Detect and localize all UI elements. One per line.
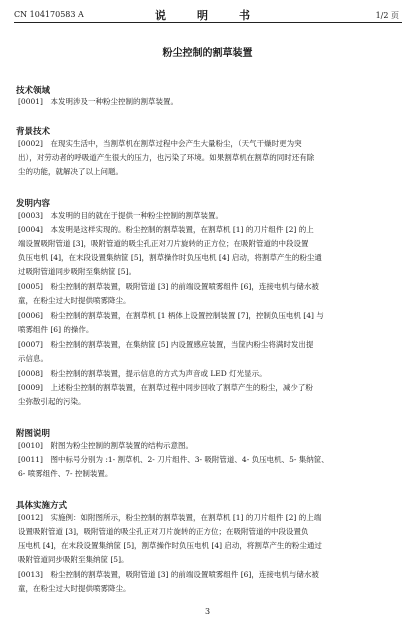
page-header <box>0 8 415 22</box>
document-type: 说 明 书 <box>155 9 260 22</box>
document-title: 粉尘控制的割草装置 <box>162 48 253 59</box>
paragraph-0009-line: [0009] 上述粉尘控制的割草装置，在割草过程中同步回收了割草产生的粉尘，减少了粉 <box>18 383 313 392</box>
section-heading-drawings: 附图说明 <box>16 429 51 439</box>
paragraph-0004-line: 负压电机 [4]，在末段设置集纳筐 [5]，割草操作时负压电机 [4] 启动，将割草产生的粉尘通 <box>18 253 322 262</box>
publication-number: CN 104170583 A <box>14 10 84 19</box>
page-indicator: 1/2 页 <box>375 11 399 20</box>
section-heading-tech-field: 技术领域 <box>16 86 51 96</box>
paragraph-0007-line: 示信息。 <box>18 354 48 363</box>
paragraph-0004-line: 过吸附管道同步吸附至集纳筐 [5]。 <box>18 267 137 276</box>
paragraph-0005-line: 童，在粉尘过大时提供喷雾降尘。 <box>18 296 131 305</box>
paragraph-0002-line: 出），对劳动者的呼吸道产生很大的压力，也污染了环境。如果割草机在割草的同时还有除 <box>18 153 315 162</box>
paragraph-0013-line: [0013] 粉尘控制的割草装置，吸附管道 [3] 的前端设置喷雾组件 [6]，连接电机与储水被 <box>18 570 319 579</box>
paragraph-0011-line: 6- 喷雾组件、7- 控制装置。 <box>18 469 113 478</box>
paragraph-0002-line: [0002] 在现实生活中，当割草机在割草过程中会产生大量粉尘，（天气干燥时更为突 <box>18 139 302 148</box>
header-rule <box>14 22 402 23</box>
paragraph-0004-line: [0004] 本发明是这样实现的。粉尘控制的割草装置，在割草机 [1] 的刀片组件 [2] 的上 <box>18 225 314 234</box>
paragraph-0012-line: 设置吸附管道 [3]，吸附管道的吸尘孔正对刀片旋转的正方位；在吸附管道的中段设置负 <box>18 527 309 536</box>
paragraph-0003: [0003] 本发明的目的就在于提供一种粉尘控制的割草装置。 <box>18 211 223 220</box>
paragraph-0006-line: [0006] 粉尘控制的割草装置，在割草机 [1 柄体上设置控制装置 [7]，控制负压电机 [4] 与 <box>18 311 324 320</box>
paragraph-0004-line: 端设置吸附管道 [3]，吸附管道的吸尘孔正对刀片旋转的正方位；在吸附管道的中段设置 <box>18 239 309 248</box>
paragraph-0007-line: [0007] 粉尘控制的割草装置，在集纳筐 [5] 内设置感应装置，当筐内粉尘将满时发出提 <box>18 340 314 349</box>
page-number: 3 <box>204 607 211 616</box>
paragraph-0013-line: 童，在粉尘过大时提供喷雾降尘。 <box>18 584 131 593</box>
paragraph-0006-line: 喷雾组件 [6] 的操作。 <box>18 325 94 334</box>
paragraph-0012-line: [0012] 实施例：如附图所示，粉尘控制的割草装置，在割草机 [1] 的刀片组件 [2] 的上端 <box>18 513 322 522</box>
paragraph-0012-line: 吸附管道同步吸附至集纳筐 [5]。 <box>18 555 129 564</box>
paragraph-0010: [0010] 附图为粉尘控制的割草装置的结构示意图。 <box>18 441 193 450</box>
section-heading-background: 背景技术 <box>16 127 51 137</box>
paragraph-0009-line: 尘弥散引起的污染。 <box>18 397 86 406</box>
paragraph-0002-line: 尘的功能，就解决了以上问题。 <box>18 167 123 176</box>
section-heading-embodiment: 具体实施方式 <box>16 501 68 511</box>
paragraph-0001: [0001] 本发明涉及一种粉尘控制的割草装置。 <box>18 97 178 106</box>
section-heading-summary: 发明内容 <box>16 199 51 209</box>
paragraph-0008: [0008] 粉尘控制的割草装置，提示信息的方式为声音或 LED 灯光显示。 <box>18 369 267 378</box>
paragraph-0011-line: [0011] 图中标号分别为 :1- 割草机、2- 刀片组件、3- 吸附管道、4- 负压电机、5- 集纳筐、 <box>18 455 329 464</box>
paragraph-0012-line: 压电机 [4]，在末段设置集纳筐 [5]，割草操作时负压电机 [4] 启动，将割草产生的粉尘通过 <box>18 541 322 550</box>
paragraph-0005-line: [0005] 粉尘控制的割草装置，吸附管道 [3] 的前端设置喷雾组件 [6]，连接电机与储水被 <box>18 282 319 291</box>
